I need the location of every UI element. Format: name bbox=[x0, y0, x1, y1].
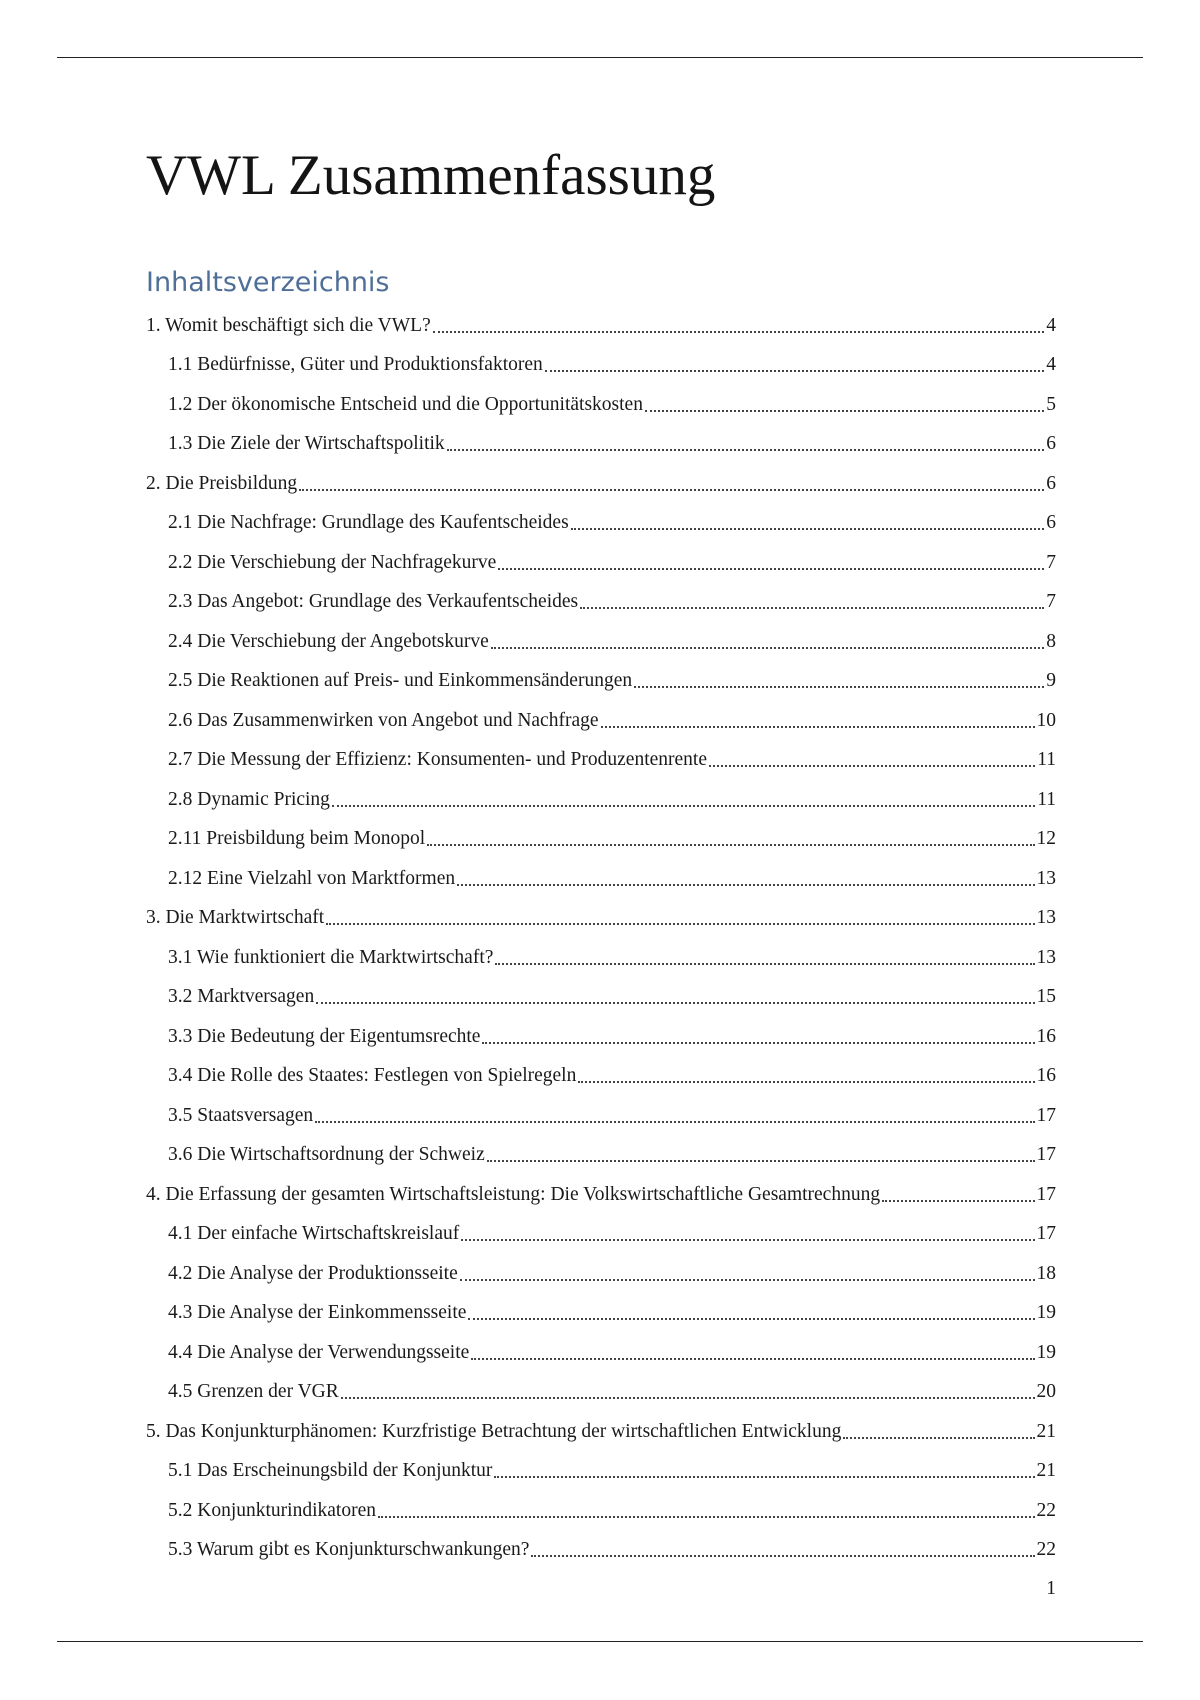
toc-entry-page: 7 bbox=[1046, 551, 1056, 573]
toc-entry-page: 6 bbox=[1046, 512, 1056, 533]
toc-entry-page: 18 bbox=[1036, 1262, 1056, 1284]
toc-entry-section[interactable] bbox=[146, 1289, 1056, 1329]
table-of-contents bbox=[146, 301, 1056, 1565]
toc-entry-section[interactable] bbox=[146, 696, 1056, 736]
toc-dot-leader bbox=[498, 568, 1044, 570]
toc-entry-page: 19 bbox=[1036, 1302, 1056, 1323]
footer-rule bbox=[57, 1641, 1143, 1642]
toc-dot-leader bbox=[578, 1081, 1034, 1083]
toc-dot-leader bbox=[433, 331, 1045, 333]
toc-dot-leader bbox=[580, 607, 1044, 609]
toc-entry-label: 4.5 Grenzen der VGR bbox=[168, 1381, 339, 1402]
toc-entry-label: 3.6 Die Wirtschaftsordnung der Schweiz bbox=[168, 1144, 485, 1165]
toc-entry-section[interactable] bbox=[146, 854, 1056, 894]
toc-entry-section[interactable] bbox=[146, 1052, 1056, 1092]
toc-entry-section[interactable] bbox=[146, 1447, 1056, 1487]
toc-entry-chapter[interactable] bbox=[146, 459, 1056, 499]
toc-entry-page: 22 bbox=[1036, 1499, 1056, 1521]
toc-entry-label: 3.4 Die Rolle des Staates: Festlegen von Spielregeln bbox=[168, 1065, 577, 1086]
toc-entry-section[interactable] bbox=[146, 538, 1056, 578]
toc-entry-page: 8 bbox=[1046, 630, 1056, 652]
toc-entry-label: 2.5 Die Reaktionen auf Preis- und Einkommensänderungen bbox=[168, 670, 633, 691]
toc-entry-chapter[interactable] bbox=[146, 1407, 1056, 1447]
toc-entry-section[interactable] bbox=[146, 420, 1056, 460]
toc-entry-section[interactable] bbox=[146, 1091, 1056, 1131]
toc-entry-label: 4.4 Die Analyse der Verwendungsseite bbox=[168, 1341, 470, 1363]
toc-entry-page: 5 bbox=[1046, 393, 1056, 415]
toc-dot-leader bbox=[316, 1002, 1034, 1004]
toc-entry-label: 2.8 Dynamic Pricing bbox=[168, 788, 330, 810]
toc-entry-label: 4.1 Der einfache Wirtschaftskreislauf bbox=[168, 1223, 460, 1244]
toc-entry-section[interactable] bbox=[146, 617, 1056, 657]
toc-entry-label: 5.3 Warum gibt es Konjunkturschwankungen? bbox=[168, 1539, 530, 1560]
toc-entry-section[interactable] bbox=[146, 933, 1056, 973]
toc-dot-leader bbox=[447, 449, 1045, 451]
toc-dot-leader bbox=[531, 1555, 1034, 1557]
toc-entry-page: 19 bbox=[1036, 1341, 1056, 1363]
toc-entry-label: 5. Das Konjunkturphänomen: Kurzfristige Betrachtung der wirtschaftlichen Entwicklung bbox=[146, 1420, 842, 1442]
toc-entry-page: 15 bbox=[1036, 986, 1056, 1007]
toc-entry-page: 12 bbox=[1036, 828, 1056, 849]
toc-entry-section[interactable] bbox=[146, 1210, 1056, 1250]
toc-entry-page: 6 bbox=[1046, 472, 1056, 494]
toc-entry-label: 1. Womit beschäftigt sich die VWL? bbox=[146, 314, 431, 336]
toc-entry-section[interactable] bbox=[146, 341, 1056, 381]
toc-entry-chapter[interactable] bbox=[146, 301, 1056, 341]
toc-entry-page: 13 bbox=[1036, 946, 1056, 968]
toc-entry-page: 6 bbox=[1046, 433, 1056, 454]
toc-entry-page: 21 bbox=[1036, 1420, 1056, 1442]
toc-dot-leader bbox=[341, 1397, 1035, 1399]
toc-entry-page: 21 bbox=[1036, 1460, 1056, 1481]
toc-entry-section[interactable] bbox=[146, 1012, 1056, 1052]
toc-entry-chapter[interactable] bbox=[146, 1170, 1056, 1210]
toc-entry-label: 2.12 Eine Vielzahl von Marktformen bbox=[168, 867, 456, 889]
toc-dot-leader bbox=[487, 1160, 1035, 1162]
toc-dot-leader bbox=[315, 1121, 1034, 1123]
toc-dot-leader bbox=[482, 1042, 1034, 1044]
toc-entry-section[interactable] bbox=[146, 380, 1056, 420]
toc-dot-leader bbox=[332, 805, 1035, 807]
toc-entry-section[interactable] bbox=[146, 775, 1056, 815]
toc-dot-leader bbox=[460, 1279, 1035, 1281]
toc-dot-leader bbox=[545, 370, 1044, 372]
toc-entry-label: 3.3 Die Bedeutung der Eigentumsrechte bbox=[168, 1025, 481, 1047]
toc-entry-section[interactable] bbox=[146, 1131, 1056, 1171]
toc-entry-page: 11 bbox=[1037, 788, 1056, 810]
toc-dot-leader bbox=[427, 844, 1034, 846]
toc-entry-section[interactable] bbox=[146, 815, 1056, 855]
toc-entry-page: 16 bbox=[1036, 1025, 1056, 1047]
toc-entry-label: 4. Die Erfassung der gesamten Wirtschaftsleistung: Die Volkswirtschaftliche Gesamtrechnung bbox=[146, 1183, 881, 1205]
toc-entry-section[interactable] bbox=[146, 578, 1056, 618]
toc-dot-leader bbox=[471, 1358, 1034, 1360]
toc-heading: Inhaltsverzeichnis bbox=[146, 267, 390, 298]
toc-dot-leader bbox=[461, 1239, 1034, 1241]
toc-entry-page: 13 bbox=[1036, 867, 1056, 889]
toc-entry-section[interactable] bbox=[146, 1486, 1056, 1526]
toc-entry-section[interactable] bbox=[146, 1249, 1056, 1289]
toc-entry-section[interactable] bbox=[146, 1526, 1056, 1566]
toc-dot-leader bbox=[491, 647, 1044, 649]
toc-entry-label: 4.2 Die Analyse der Produktionsseite bbox=[168, 1262, 458, 1284]
toc-entry-label: 1.3 Die Ziele der Wirtschaftspolitik bbox=[168, 433, 445, 454]
toc-entry-label: 3.2 Marktversagen bbox=[168, 986, 315, 1007]
toc-entry-chapter[interactable] bbox=[146, 894, 1056, 934]
toc-dot-leader bbox=[495, 963, 1034, 965]
toc-entry-label: 2.7 Die Messung der Effizienz: Konsumenten- und Produzentenrente bbox=[168, 749, 707, 770]
toc-entry-page: 16 bbox=[1036, 1065, 1056, 1086]
toc-dot-leader bbox=[601, 726, 1035, 728]
toc-entry-label: 2.3 Das Angebot: Grundlage des Verkaufentscheides bbox=[168, 591, 579, 612]
toc-entry-label: 3. Die Marktwirtschaft bbox=[146, 907, 325, 928]
toc-entry-page: 13 bbox=[1036, 907, 1056, 928]
toc-entry-page: 9 bbox=[1046, 670, 1056, 691]
toc-entry-page: 10 bbox=[1036, 709, 1056, 731]
document-title: VWL Zusammenfassung bbox=[146, 144, 716, 207]
toc-entry-label: 2. Die Preisbildung bbox=[146, 472, 298, 494]
toc-entry-section[interactable] bbox=[146, 736, 1056, 776]
toc-entry-label: 2.4 Die Verschiebung der Angebotskurve bbox=[168, 630, 489, 652]
toc-entry-page: 22 bbox=[1036, 1539, 1056, 1560]
toc-entry-page: 17 bbox=[1036, 1183, 1056, 1205]
toc-entry-label: 2.1 Die Nachfrage: Grundlage des Kaufentscheides bbox=[168, 512, 569, 533]
toc-dot-leader bbox=[571, 528, 1045, 530]
toc-dot-leader bbox=[634, 686, 1044, 688]
toc-entry-page: 17 bbox=[1036, 1223, 1056, 1244]
toc-entry-label: 2.2 Die Verschiebung der Nachfragekurve bbox=[168, 551, 497, 573]
toc-dot-leader bbox=[645, 410, 1044, 412]
toc-dot-leader bbox=[299, 489, 1044, 491]
toc-entry-label: 1.1 Bedürfnisse, Güter und Produktionsfaktoren bbox=[168, 354, 543, 375]
toc-entry-label: 3.5 Staatsversagen bbox=[168, 1104, 314, 1126]
toc-entry-section[interactable] bbox=[146, 657, 1056, 697]
toc-entry-label: 5.1 Das Erscheinungsbild der Konjunktur bbox=[168, 1460, 493, 1481]
header-rule bbox=[57, 57, 1143, 58]
toc-dot-leader bbox=[468, 1318, 1034, 1320]
page-number: 1 bbox=[1046, 1578, 1056, 1599]
toc-entry-section[interactable] bbox=[146, 1328, 1056, 1368]
toc-dot-leader bbox=[378, 1516, 1035, 1518]
toc-entry-section[interactable] bbox=[146, 973, 1056, 1013]
toc-dot-leader bbox=[843, 1437, 1034, 1439]
toc-dot-leader bbox=[457, 884, 1034, 886]
toc-dot-leader bbox=[494, 1476, 1034, 1478]
toc-entry-label: 4.3 Die Analyse der Einkommensseite bbox=[168, 1302, 467, 1323]
toc-entry-page: 17 bbox=[1036, 1144, 1056, 1165]
toc-entry-page: 17 bbox=[1036, 1104, 1056, 1126]
toc-dot-leader bbox=[882, 1200, 1034, 1202]
toc-entry-label: 2.11 Preisbildung beim Monopol bbox=[168, 828, 426, 849]
toc-entry-label: 3.1 Wie funktioniert die Marktwirtschaft? bbox=[168, 946, 494, 968]
toc-entry-label: 2.6 Das Zusammenwirken von Angebot und Nachfrage bbox=[168, 709, 599, 731]
toc-entry-section[interactable] bbox=[146, 499, 1056, 539]
toc-entry-label: 5.2 Konjunkturindikatoren bbox=[168, 1499, 376, 1521]
toc-dot-leader bbox=[709, 765, 1035, 767]
toc-dot-leader bbox=[326, 923, 1034, 925]
toc-entry-section[interactable] bbox=[146, 1368, 1056, 1408]
toc-entry-page: 11 bbox=[1037, 749, 1056, 770]
toc-entry-label: 1.2 Der ökonomische Entscheid und die Opportunitätskosten bbox=[168, 393, 643, 415]
toc-entry-page: 20 bbox=[1036, 1381, 1056, 1402]
toc-entry-page: 4 bbox=[1046, 354, 1056, 375]
toc-entry-page: 4 bbox=[1046, 314, 1056, 336]
toc-entry-page: 7 bbox=[1046, 591, 1056, 612]
